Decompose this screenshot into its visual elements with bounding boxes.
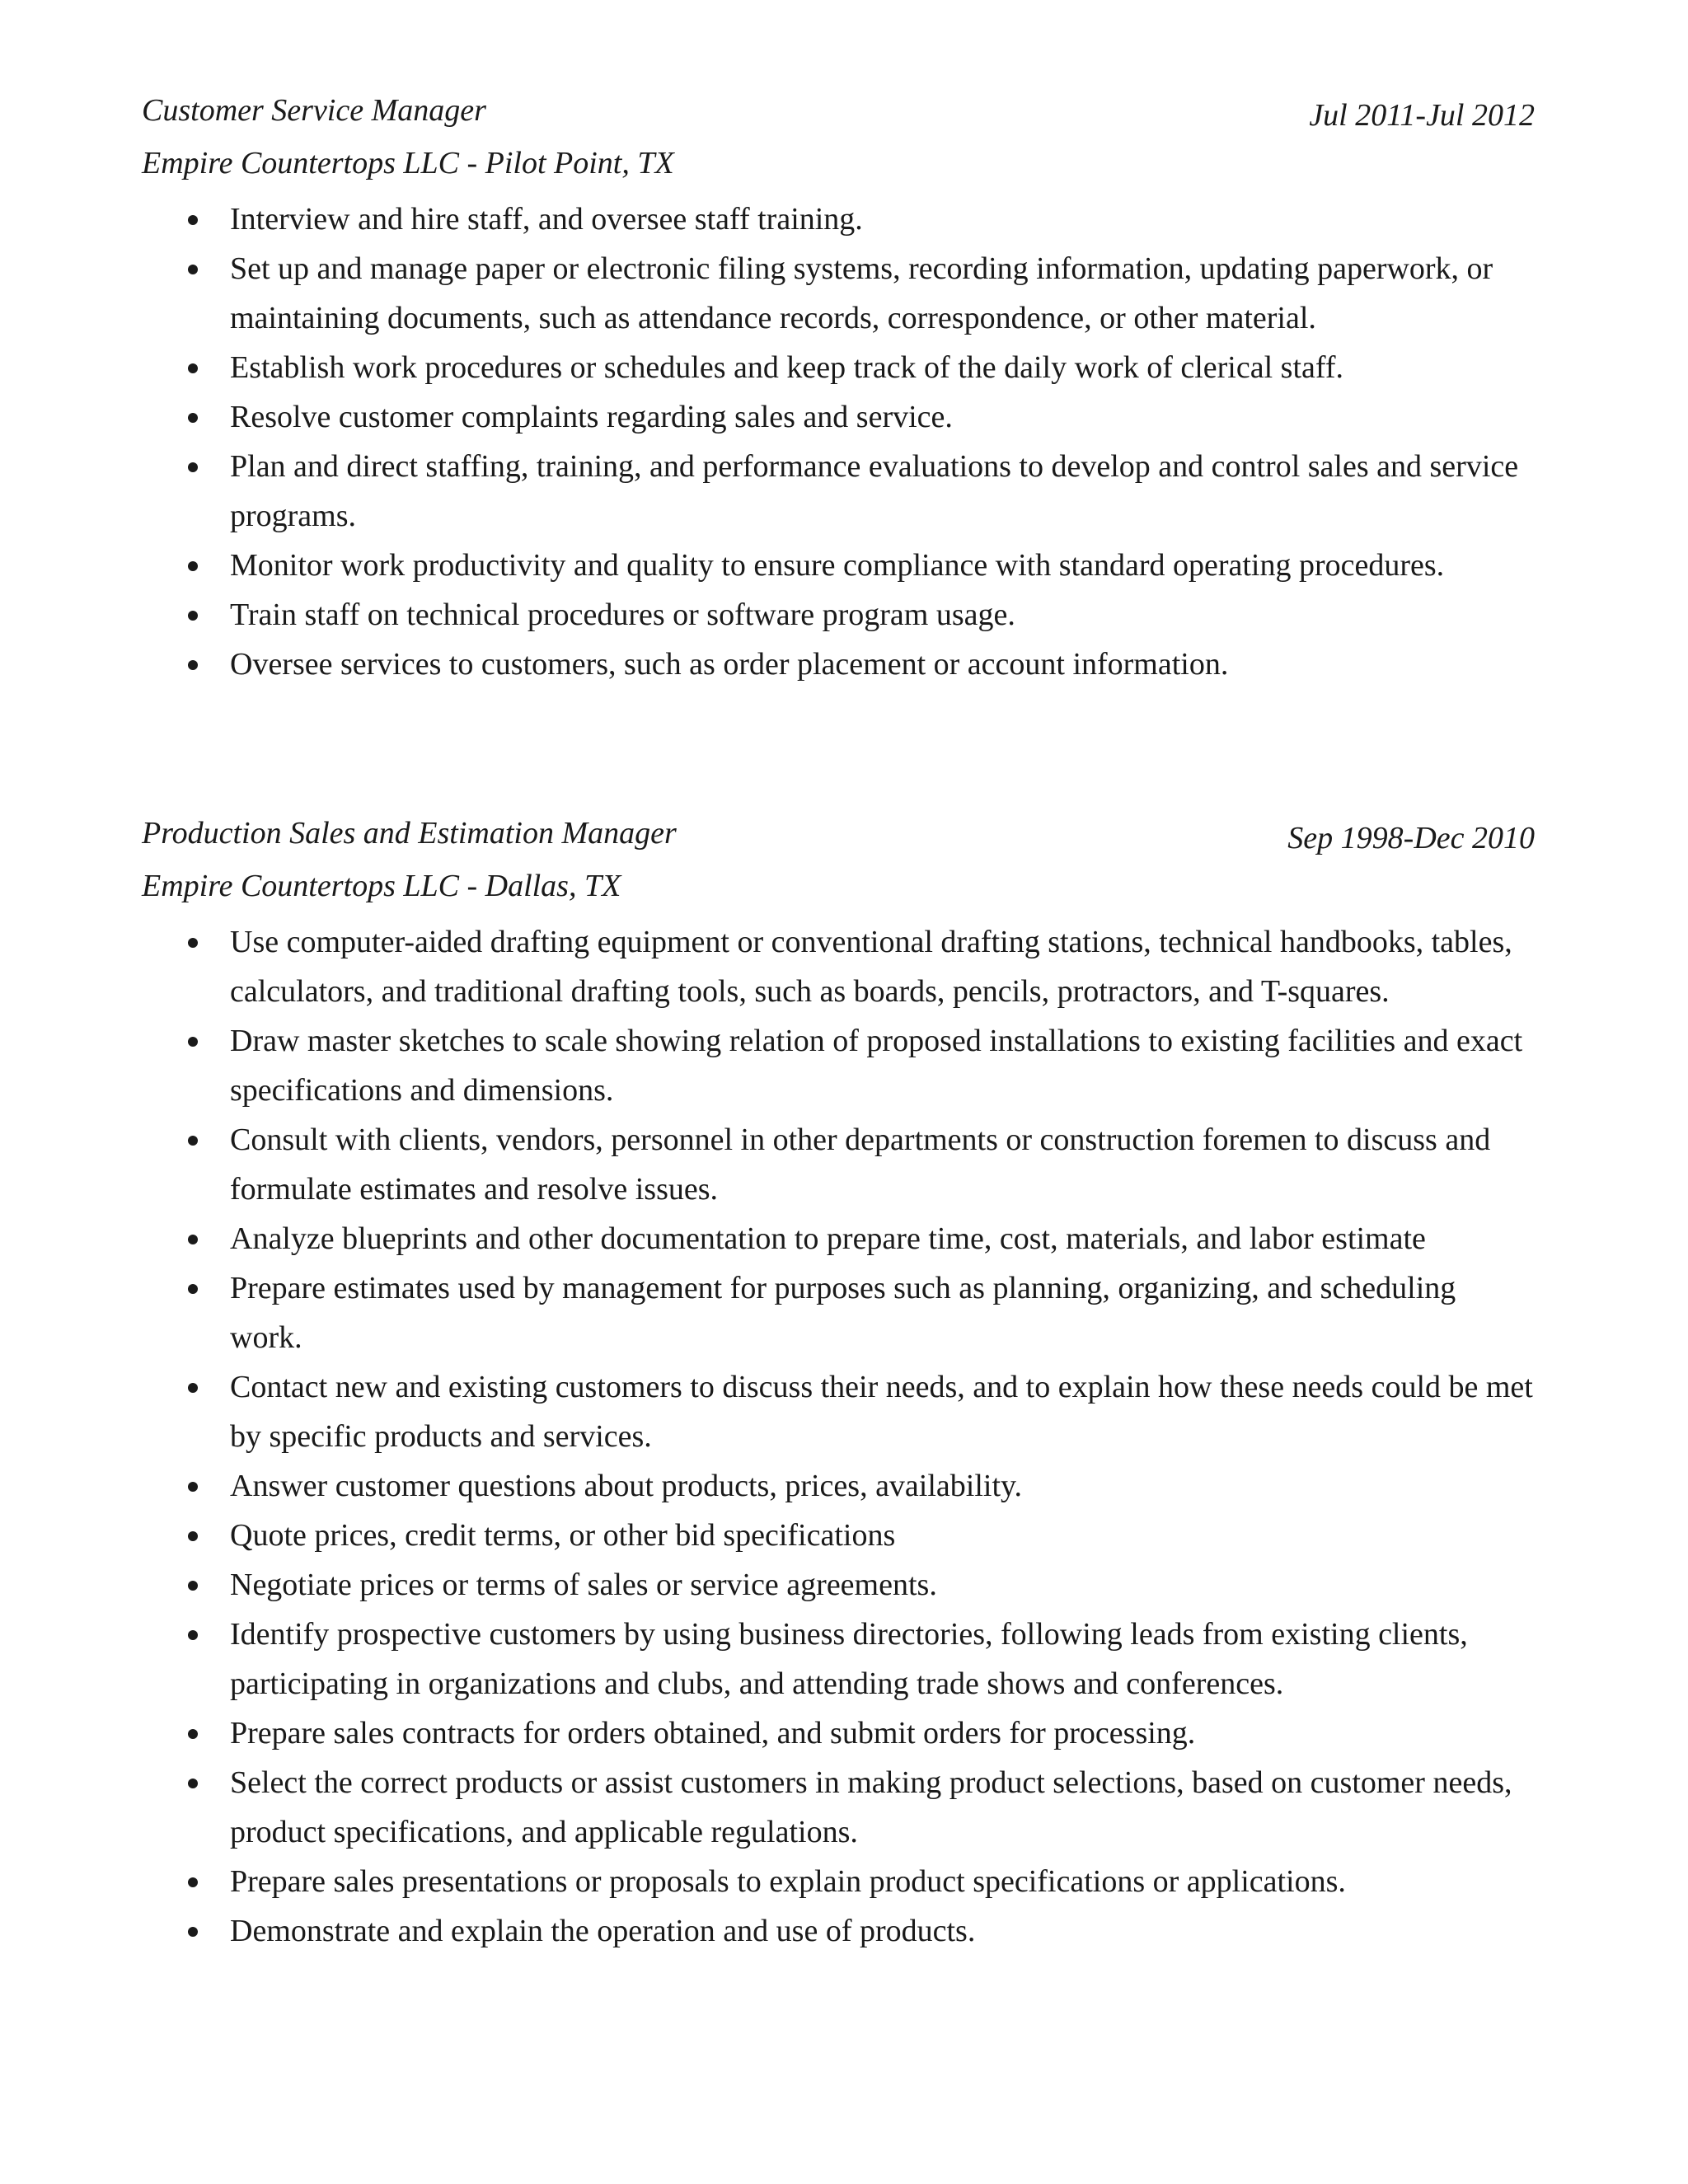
list-item xyxy=(142,1857,1535,1906)
bullet-icon xyxy=(188,1927,198,1937)
list-item xyxy=(142,194,1535,244)
bullet-icon xyxy=(188,363,198,373)
bullet-icon xyxy=(188,1235,198,1244)
list-item xyxy=(142,1610,1535,1708)
bullet-text: Negotiate prices or terms of sales or service agreements. xyxy=(230,1568,937,1602)
bullet-icon xyxy=(188,660,198,670)
bullet-text: Interview and hire staff, and oversee staff training. xyxy=(230,202,863,237)
list-item xyxy=(142,343,1535,392)
list-item xyxy=(142,1115,1535,1214)
bullet-icon xyxy=(188,1729,198,1739)
bullet-icon xyxy=(188,1284,198,1294)
bullet-text: Set up and manage paper or electronic filing systems, recording information, updating paperwork, or maintaining documents, such as attendance records, correspondence, or other material. xyxy=(230,251,1493,335)
list-item xyxy=(142,1708,1535,1758)
list-item xyxy=(142,1461,1535,1511)
job-entry xyxy=(142,812,1535,1956)
bullet-text: Establish work procedures or schedules and keep track of the daily work of clerical staff. xyxy=(230,350,1343,385)
job-dates: Sep 1998-Dec 2010 xyxy=(1287,821,1535,855)
list-item xyxy=(142,1758,1535,1857)
bullet-icon xyxy=(188,1877,198,1887)
list-item xyxy=(142,1906,1535,1956)
bullet-icon xyxy=(188,1779,198,1788)
bullet-text: Identify prospective customers by using business directories, following leads from existing clients, participating in organizations and clubs, and attending trade shows and conferences. xyxy=(230,1617,1468,1701)
bullet-icon xyxy=(188,1581,198,1591)
list-item xyxy=(142,640,1535,689)
bullet-icon xyxy=(188,265,198,274)
list-item xyxy=(142,1214,1535,1263)
list-item xyxy=(142,392,1535,442)
bullet-icon xyxy=(188,938,198,948)
list-item xyxy=(142,244,1535,343)
list-item xyxy=(142,442,1535,541)
bullet-icon xyxy=(188,1630,198,1640)
list-item xyxy=(142,1263,1535,1362)
job-bullet-list xyxy=(142,194,1535,689)
list-item xyxy=(142,917,1535,1016)
bullet-text: Analyze blueprints and other documentation to prepare time, cost, materials, and labor estimate xyxy=(230,1221,1426,1256)
job-company: Empire Countertops LLC - Pilot Point, TX xyxy=(142,146,674,180)
bullet-icon xyxy=(188,1037,198,1047)
bullet-text: Quote prices, credit terms, or other bid specifications xyxy=(230,1518,896,1553)
list-item xyxy=(142,541,1535,590)
bullet-text: Prepare sales presentations or proposals to explain product specifications or applications. xyxy=(230,1864,1346,1899)
bullet-icon xyxy=(188,462,198,472)
bullet-text: Resolve customer complaints regarding sales and service. xyxy=(230,400,953,434)
bullet-icon xyxy=(188,1531,198,1541)
bullet-icon xyxy=(188,561,198,571)
bullet-text: Prepare estimates used by management for purposes such as planning, organizing, and scheduling work. xyxy=(230,1271,1456,1355)
bullet-icon xyxy=(188,611,198,621)
job-entry xyxy=(142,89,1535,689)
bullet-icon xyxy=(188,1383,198,1393)
list-item xyxy=(142,1016,1535,1115)
bullet-text: Oversee services to customers, such as order placement or account information. xyxy=(230,647,1229,682)
bullet-text: Plan and direct staffing, training, and performance evaluations to develop and control sales and service programs. xyxy=(230,449,1519,533)
job-header xyxy=(142,89,1535,142)
bullet-text: Train staff on technical procedures or software program usage. xyxy=(230,598,1015,632)
bullet-text: Use computer-aided drafting equipment or conventional drafting stations, technical handbooks, tables, calculators, and traditional drafting tools, such as boards, pencils, protractors, and T-squares. xyxy=(230,925,1512,1009)
bullet-text: Answer customer questions about products, prices, availability. xyxy=(230,1469,1023,1503)
list-item xyxy=(142,1511,1535,1560)
job-dates: Jul 2011-Jul 2012 xyxy=(1309,98,1535,133)
bullet-text: Monitor work productivity and quality to ensure compliance with standard operating procedures. xyxy=(230,548,1445,583)
bullet-icon xyxy=(188,215,198,225)
bullet-text: Draw master sketches to scale showing relation of proposed installations to existing facilities and exact specifications and dimensions. xyxy=(230,1024,1523,1108)
bullet-text: Select the correct products or assist customers in making product selections, based on customer needs, product specifications, and applicable regulations. xyxy=(230,1765,1512,1849)
list-item xyxy=(142,590,1535,640)
bullet-icon xyxy=(188,1482,198,1492)
job-bullet-list xyxy=(142,917,1535,1956)
bullet-text: Prepare sales contracts for orders obtained, and submit orders for processing. xyxy=(230,1716,1196,1750)
bullet-text: Consult with clients, vendors, personnel in other departments or construction foremen to discuss and formulate estimates and resolve issues. xyxy=(230,1122,1491,1207)
list-item xyxy=(142,1560,1535,1610)
bullet-icon xyxy=(188,413,198,423)
bullet-text: Demonstrate and explain the operation and use of products. xyxy=(230,1914,976,1948)
list-item xyxy=(142,1362,1535,1461)
bullet-icon xyxy=(188,1136,198,1146)
job-header xyxy=(142,812,1535,865)
job-title: Production Sales and Estimation Manager xyxy=(142,816,677,851)
job-title: Customer Service Manager xyxy=(142,93,486,128)
bullet-text: Contact new and existing customers to discuss their needs, and to explain how these needs could be met by specific products and services. xyxy=(230,1370,1533,1454)
job-company: Empire Countertops LLC - Dallas, TX xyxy=(142,869,621,903)
